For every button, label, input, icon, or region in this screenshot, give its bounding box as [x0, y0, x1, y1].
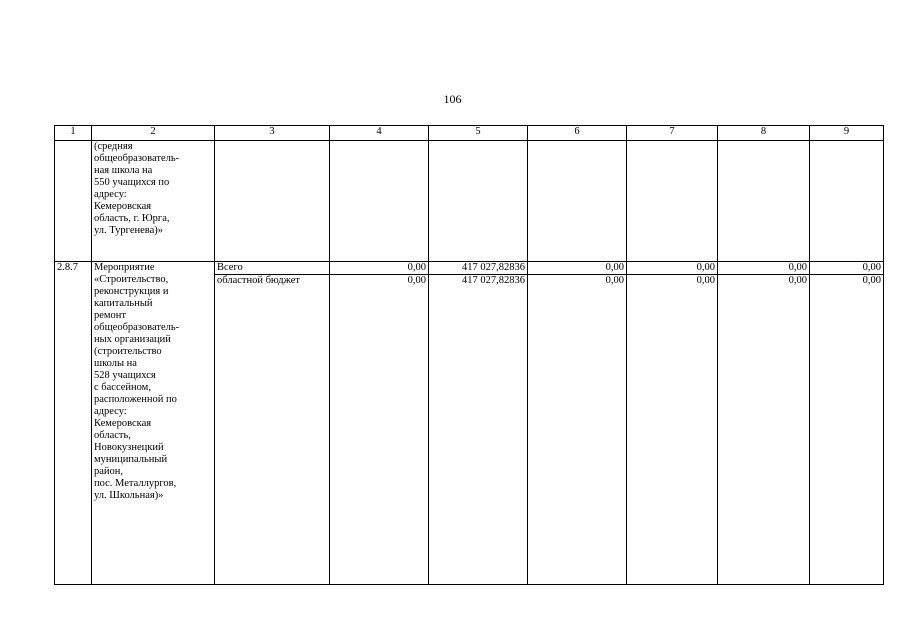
value-cell: 0,00 — [330, 275, 429, 585]
header-cell: 5 — [429, 126, 528, 141]
description-cell: Мероприятие «Строительство, реконструкция и капитальный ремонт общеобразователь- ных организаций (строительство школы на 528 учащихся с бассейном, расположенной по адресу: Кемеровская область, Новокузнецкий муниципальный район, пос. Металлургов, ул. Школьная)» — [92, 262, 215, 585]
funding-source-cell: областной бюджет — [215, 275, 330, 585]
value-cell: 417 027,82836 — [429, 275, 528, 585]
value-cell: 0,00 — [718, 275, 810, 585]
empty-cell — [215, 141, 330, 262]
value-cell: 0,00 — [528, 262, 627, 275]
value-cell: 0,00 — [810, 262, 884, 275]
empty-cell — [528, 141, 627, 262]
header-cell: 4 — [330, 126, 429, 141]
code-cell: 2.8.7 — [55, 262, 92, 585]
empty-cell — [330, 141, 429, 262]
value-cell: 0,00 — [810, 275, 884, 585]
empty-cell — [810, 141, 884, 262]
header-cell: 6 — [528, 126, 627, 141]
description-cell: (средняя общеобразователь- ная школа на 550 учащихся по адресу: Кемеровская область, г. Юрга, ул. Тургенева)» — [92, 141, 215, 262]
header-cell: 3 — [215, 126, 330, 141]
header-cell: 8 — [718, 126, 810, 141]
code-cell — [55, 141, 92, 262]
header-cell: 9 — [810, 126, 884, 141]
page-number: 106 — [443, 92, 462, 106]
table-header-row — [55, 126, 884, 141]
table-row-total — [55, 262, 884, 275]
value-cell: 0,00 — [528, 275, 627, 585]
value-cell: 0,00 — [330, 262, 429, 275]
header-cell: 2 — [92, 126, 215, 141]
empty-cell — [627, 141, 718, 262]
empty-cell — [718, 141, 810, 262]
empty-cell — [429, 141, 528, 262]
budget-table — [54, 125, 884, 585]
value-cell: 0,00 — [718, 262, 810, 275]
value-cell: 417 027,82836 — [429, 262, 528, 275]
value-cell: 0,00 — [627, 275, 718, 585]
header-cell: 7 — [627, 126, 718, 141]
table-row-continued — [55, 141, 884, 262]
funding-source-cell: Всего — [215, 262, 330, 275]
value-cell: 0,00 — [627, 262, 718, 275]
header-cell: 1 — [55, 126, 92, 141]
